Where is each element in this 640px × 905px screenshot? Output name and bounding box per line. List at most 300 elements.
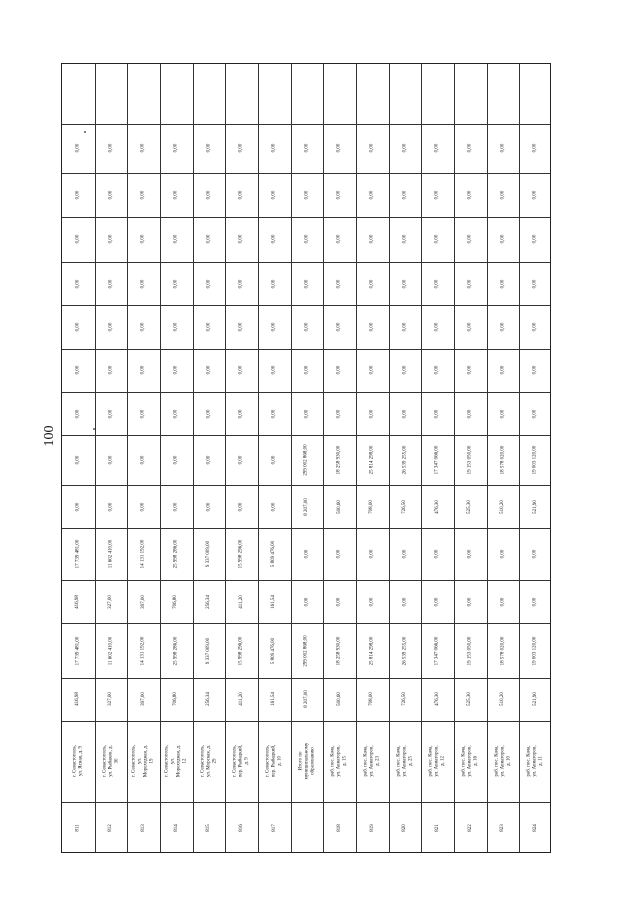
cell-text: 8 207,00 — [303, 497, 309, 516]
value-cell — [258, 124, 291, 174]
cell-text: 0,00 — [271, 144, 277, 153]
row-id-cell — [454, 802, 487, 854]
value-cell — [519, 173, 552, 216]
cell-text: 821 — [434, 824, 440, 832]
value-cell — [323, 305, 356, 348]
value-cell — [62, 485, 95, 528]
value-cell — [291, 217, 324, 262]
cell-text: 0,00 — [467, 144, 473, 153]
row-id-cell — [225, 802, 258, 854]
row-id-cell — [62, 802, 95, 854]
value-cell — [389, 392, 422, 435]
row-id-cell — [258, 802, 291, 854]
cell-text: 0,00 — [532, 144, 538, 153]
value-cell — [127, 485, 160, 528]
value-cell — [193, 678, 226, 721]
value-cell — [487, 623, 520, 677]
value-cell — [356, 485, 389, 528]
cell-text: 818 — [336, 824, 342, 832]
value-cell — [62, 305, 95, 348]
value-cell — [225, 217, 258, 262]
value-cell — [258, 217, 291, 262]
cell-text: 0,00 — [369, 409, 375, 418]
cell-text: 824 — [532, 824, 538, 832]
cell-text: 416,98 — [75, 692, 81, 707]
cell-text: 0,00 — [369, 234, 375, 244]
cell-text: 0,00 — [532, 234, 538, 244]
cell-text: 0,00 — [499, 322, 505, 332]
value-cell — [258, 173, 291, 216]
cell-text: 0,00 — [369, 597, 375, 607]
cell-text: 0,00 — [434, 365, 440, 375]
value-cell — [160, 623, 193, 677]
cell-text: 0,00 — [499, 144, 505, 153]
cell-text: 0,00 — [369, 190, 375, 200]
cell-text: 510,20 — [499, 499, 505, 514]
value-cell — [160, 173, 193, 216]
cell-text: 0,00 — [434, 549, 440, 559]
row-id-cell — [127, 802, 160, 854]
cell-text: 9 337 009,00 — [205, 541, 211, 568]
cell-text: 476,30 — [434, 692, 440, 707]
cell-text: 0,00 — [75, 279, 81, 289]
value-cell — [127, 580, 160, 623]
row-id-cell — [487, 802, 520, 854]
cell-text: 0,00 — [434, 144, 440, 153]
value-cell — [323, 262, 356, 305]
cell-text: 0,00 — [401, 234, 407, 244]
value-cell — [454, 528, 487, 580]
value-cell — [127, 392, 160, 435]
cell-text: 26 539 255,00 — [401, 636, 407, 665]
cell-text: 0,00 — [303, 279, 309, 289]
cell-text: 0,00 — [401, 365, 407, 375]
value-cell — [323, 435, 356, 485]
cell-text: 26 539 255,00 — [401, 445, 407, 475]
cell-text: 500,60 — [336, 499, 342, 514]
page-number: 100 — [42, 425, 57, 447]
cell-text: 14 131 192,00 — [140, 636, 146, 665]
cell-text: 0,00 — [238, 455, 244, 465]
value-cell — [323, 623, 356, 677]
value-cell — [193, 435, 226, 485]
value-cell — [127, 349, 160, 392]
value-cell — [519, 485, 552, 528]
cell-text: 0,00 — [532, 322, 538, 332]
value-cell — [160, 678, 193, 721]
value-cell — [356, 173, 389, 216]
value-cell — [62, 262, 95, 305]
value-cell — [323, 217, 356, 262]
value-cell — [291, 678, 324, 721]
value-cell — [95, 305, 128, 348]
cell-text: 0,00 — [434, 279, 440, 289]
cell-text: 0,00 — [303, 234, 309, 244]
value-cell — [356, 392, 389, 435]
cell-text: 0,00 — [107, 144, 113, 153]
value-cell — [519, 262, 552, 305]
cell-text: 0,00 — [499, 365, 505, 375]
value-cell — [519, 678, 552, 721]
cell-text: 411,20 — [238, 692, 244, 707]
value-cell — [389, 678, 422, 721]
value-cell — [291, 349, 324, 392]
cell-text: 521,90 — [532, 692, 538, 707]
cell-text: 0,00 — [107, 279, 113, 289]
cell-text: 0,00 — [336, 279, 342, 289]
value-cell — [193, 349, 226, 392]
value-cell — [258, 305, 291, 348]
value-cell — [193, 173, 226, 216]
cell-text: раб. пос. Кача, ул. Авиаторов, д. 12 — [428, 745, 446, 778]
value-cell — [487, 435, 520, 485]
cell-text: 0,00 — [238, 365, 244, 375]
address-cell — [519, 721, 552, 802]
cell-text: 18 258 930,00 — [336, 636, 342, 665]
value-cell — [487, 528, 520, 580]
value-cell — [291, 305, 324, 348]
value-cell — [62, 580, 95, 623]
cell-text: 0,00 — [336, 597, 342, 607]
value-cell — [421, 435, 454, 485]
cell-text: раб. пос. Кача, ул. Авиаторов, д. 25 — [395, 745, 413, 778]
row-id-cell — [389, 802, 422, 854]
value-cell — [389, 124, 422, 174]
value-cell — [421, 623, 454, 677]
cell-text: 0,00 — [75, 409, 81, 418]
address-cell — [95, 721, 128, 802]
cell-text: 299 002 868,00 — [303, 634, 309, 667]
cell-text: 397,00 — [140, 692, 146, 707]
row-id-cell — [291, 802, 324, 854]
cell-text: 0,00 — [238, 144, 244, 153]
value-cell — [225, 124, 258, 174]
value-cell — [225, 528, 258, 580]
cell-text: 0,00 — [369, 549, 375, 559]
value-cell — [193, 485, 226, 528]
cell-text: 0,00 — [499, 597, 505, 607]
value-cell — [160, 349, 193, 392]
cell-text: 0,00 — [140, 234, 146, 244]
cell-text: 823 — [499, 824, 505, 832]
cell-text: раб. пос. Кача, ул. Авиаторов, д. 15 — [330, 745, 348, 778]
value-cell — [193, 124, 226, 174]
address-cell — [225, 721, 258, 802]
cell-text: 0,00 — [107, 455, 113, 465]
value-cell — [454, 124, 487, 174]
cell-text: 819 — [369, 824, 375, 832]
value-cell — [421, 580, 454, 623]
value-cell — [454, 349, 487, 392]
cell-text: 0,00 — [401, 279, 407, 289]
cell-text: 0,00 — [75, 502, 81, 511]
value-cell — [95, 217, 128, 262]
cell-text: 0,00 — [173, 365, 179, 375]
value-cell — [487, 124, 520, 174]
address-cell — [291, 721, 324, 802]
value-cell — [193, 217, 226, 262]
value-cell — [356, 435, 389, 485]
value-cell — [127, 623, 160, 677]
value-cell — [193, 392, 226, 435]
cell-text: 726,50 — [401, 692, 407, 707]
cell-text: 0,00 — [401, 322, 407, 332]
value-cell — [323, 349, 356, 392]
value-cell — [454, 435, 487, 485]
cell-text: 706,80 — [173, 692, 179, 707]
value-cell — [323, 678, 356, 721]
cell-text: 0,00 — [238, 409, 244, 418]
cell-text: 17 347 066,00 — [434, 636, 440, 665]
value-cell — [323, 124, 356, 174]
row-id-cell — [519, 802, 552, 854]
cell-text: 0,00 — [467, 234, 473, 244]
value-cell — [389, 217, 422, 262]
value-cell — [454, 485, 487, 528]
value-cell — [519, 623, 552, 677]
value-cell — [258, 485, 291, 528]
cell-text: 0,00 — [434, 322, 440, 332]
value-cell — [95, 623, 128, 677]
cell-text: 820 — [401, 824, 407, 832]
cell-text: 0,00 — [205, 279, 211, 289]
cell-text: 8 207,00 — [303, 690, 309, 708]
address-cell — [160, 721, 193, 802]
value-cell — [356, 305, 389, 348]
cell-text: 0,00 — [303, 549, 309, 559]
value-cell — [95, 392, 128, 435]
value-cell — [95, 262, 128, 305]
cell-text: 0,00 — [336, 322, 342, 332]
cell-text: 19 153 050,00 — [467, 445, 473, 475]
value-cell — [62, 349, 95, 392]
value-cell — [291, 262, 324, 305]
cell-text: 0,00 — [467, 190, 473, 200]
cell-text: 0,00 — [532, 549, 538, 559]
value-cell — [193, 580, 226, 623]
cell-text: 0,00 — [467, 549, 473, 559]
cell-text: 0,00 — [173, 502, 179, 511]
cell-text: 0,00 — [205, 322, 211, 332]
value-cell — [258, 435, 291, 485]
value-cell — [62, 678, 95, 721]
value-cell — [454, 392, 487, 435]
cell-text: 25 814 298,00 — [369, 636, 375, 665]
cell-text: 25 814 298,00 — [369, 445, 375, 475]
cell-text: 0,00 — [173, 190, 179, 200]
cell-text: 25 998 286,00 — [173, 539, 179, 569]
cell-text: 15 998 296,00 — [238, 636, 244, 665]
cell-text: 476,30 — [434, 499, 440, 514]
cell-text: 0,00 — [303, 365, 309, 375]
cell-text: 814 — [173, 824, 179, 832]
cell-text: 0,00 — [107, 502, 113, 511]
address-cell — [454, 721, 487, 802]
cell-text: 0,00 — [271, 322, 277, 332]
row-id-cell — [323, 802, 356, 854]
value-cell — [454, 678, 487, 721]
value-cell — [389, 262, 422, 305]
value-cell — [421, 349, 454, 392]
cell-text: 0,00 — [75, 144, 81, 153]
value-cell — [519, 435, 552, 485]
value-cell — [95, 124, 128, 174]
cell-text: г. Севастополь, ул. Мореходная, д. 12 — [164, 745, 188, 778]
value-cell — [323, 580, 356, 623]
value-cell — [160, 305, 193, 348]
cell-text: 327,00 — [107, 594, 113, 609]
cell-text: 0,00 — [303, 190, 309, 200]
cell-text: 411,20 — [238, 595, 244, 609]
cell-text: 0,00 — [434, 234, 440, 244]
value-cell — [519, 528, 552, 580]
value-cell — [193, 528, 226, 580]
cell-text: 0,00 — [238, 190, 244, 200]
value-cell — [225, 392, 258, 435]
value-cell — [258, 262, 291, 305]
value-cell — [389, 580, 422, 623]
value-cell — [291, 623, 324, 677]
cell-text: 0,00 — [271, 234, 277, 244]
cell-text: 0,00 — [467, 279, 473, 289]
address-cell — [487, 721, 520, 802]
value-cell — [519, 580, 552, 623]
cell-text: 11 602 410,00 — [107, 539, 113, 569]
cell-text: 0,00 — [303, 144, 309, 153]
cell-text: 0,00 — [238, 502, 244, 511]
value-cell — [225, 435, 258, 485]
value-cell — [62, 217, 95, 262]
cell-text: 17 739 481,00 — [75, 636, 81, 665]
cell-text: 18 578 020,00 — [499, 636, 505, 665]
cell-text: г. Севастополь, ул. Ясная, д. 9 — [72, 745, 84, 778]
value-cell — [323, 392, 356, 435]
cell-text: 18 578 020,00 — [499, 445, 505, 475]
value-cell — [62, 435, 95, 485]
value-cell — [193, 623, 226, 677]
cell-text: 0,00 — [369, 144, 375, 153]
value-cell — [225, 580, 258, 623]
value-cell — [225, 262, 258, 305]
cell-text: 0,00 — [467, 365, 473, 375]
value-cell — [487, 217, 520, 262]
value-cell — [193, 305, 226, 348]
cell-text: г. Севастополь, пер. Рыбацкий, д. 9 — [232, 745, 250, 778]
cell-text: 0,00 — [173, 455, 179, 465]
cell-text: 0,00 — [369, 279, 375, 289]
cell-text: 0,00 — [532, 190, 538, 200]
value-cell — [454, 217, 487, 262]
cell-text: Итого по муниципальному образованию — [297, 743, 315, 780]
cell-text: раб. пос. Кача, ул. Авиаторов, д. 10 — [493, 745, 511, 778]
value-cell — [356, 623, 389, 677]
value-cell — [356, 349, 389, 392]
cell-text: 0,00 — [205, 502, 211, 511]
value-cell — [421, 528, 454, 580]
value-cell — [323, 528, 356, 580]
cell-text: 25 998 286,00 — [173, 636, 179, 665]
cell-text: раб. пос. Кача, ул. Авиаторов, д. 16 — [461, 745, 479, 778]
cell-text: 0,00 — [173, 322, 179, 332]
cell-text: 0,00 — [173, 409, 179, 418]
cell-text: 256,34 — [205, 594, 211, 609]
value-cell — [291, 124, 324, 174]
cell-text: 0,00 — [238, 279, 244, 289]
value-cell — [225, 349, 258, 392]
cell-text: 0,00 — [401, 409, 407, 418]
row-id-cell — [421, 802, 454, 854]
cell-text: 0,00 — [434, 190, 440, 200]
value-cell — [62, 173, 95, 216]
value-cell — [291, 580, 324, 623]
value-cell — [454, 173, 487, 216]
cell-text: 0,00 — [140, 502, 146, 511]
cell-text: 0,00 — [434, 597, 440, 607]
value-cell — [487, 262, 520, 305]
cell-text: 812 — [107, 824, 113, 832]
value-cell — [356, 262, 389, 305]
cell-text: 0,00 — [401, 144, 407, 153]
cell-text: 0,00 — [467, 597, 473, 607]
row-id-cell — [160, 802, 193, 854]
cell-text: 500,60 — [336, 692, 342, 707]
cell-text: 0,00 — [140, 279, 146, 289]
cell-text: 0,00 — [140, 144, 146, 153]
value-cell — [95, 173, 128, 216]
value-cell — [95, 485, 128, 528]
value-cell — [95, 678, 128, 721]
cell-text: 0,00 — [271, 502, 277, 511]
cell-text: 0,00 — [336, 549, 342, 559]
value-cell — [389, 485, 422, 528]
value-cell — [160, 217, 193, 262]
cell-text: 17 347 066,00 — [434, 445, 440, 475]
value-cell — [356, 678, 389, 721]
cell-text: 0,00 — [107, 322, 113, 332]
value-cell — [127, 678, 160, 721]
cell-text: 0,00 — [271, 365, 277, 375]
cell-text: 256,34 — [205, 692, 211, 707]
value-cell — [454, 262, 487, 305]
cell-text: 19 003 120,00 — [532, 445, 538, 475]
cell-text: 0,00 — [336, 144, 342, 153]
cell-text: 0,00 — [401, 190, 407, 200]
cell-text: 0,00 — [205, 455, 211, 465]
value-cell — [323, 485, 356, 528]
value-cell — [258, 623, 291, 677]
value-cell — [291, 485, 324, 528]
cell-text: 0,00 — [271, 190, 277, 200]
cell-text: 0,00 — [434, 409, 440, 418]
cell-text: 0,00 — [532, 279, 538, 289]
value-cell — [487, 678, 520, 721]
value-cell — [291, 528, 324, 580]
cell-text: 0,00 — [75, 322, 81, 332]
row-id-cell — [356, 802, 389, 854]
address-cell — [62, 721, 95, 802]
cell-text: 0,00 — [205, 144, 211, 153]
value-cell — [356, 217, 389, 262]
value-cell — [389, 623, 422, 677]
cell-text: 811 — [75, 824, 81, 832]
value-cell — [389, 305, 422, 348]
value-cell — [356, 124, 389, 174]
cell-text: 708,00 — [369, 499, 375, 514]
cell-text: 161,54 — [271, 692, 277, 707]
value-cell — [258, 528, 291, 580]
value-cell — [389, 173, 422, 216]
cell-text: 15 998 296,00 — [238, 539, 244, 569]
